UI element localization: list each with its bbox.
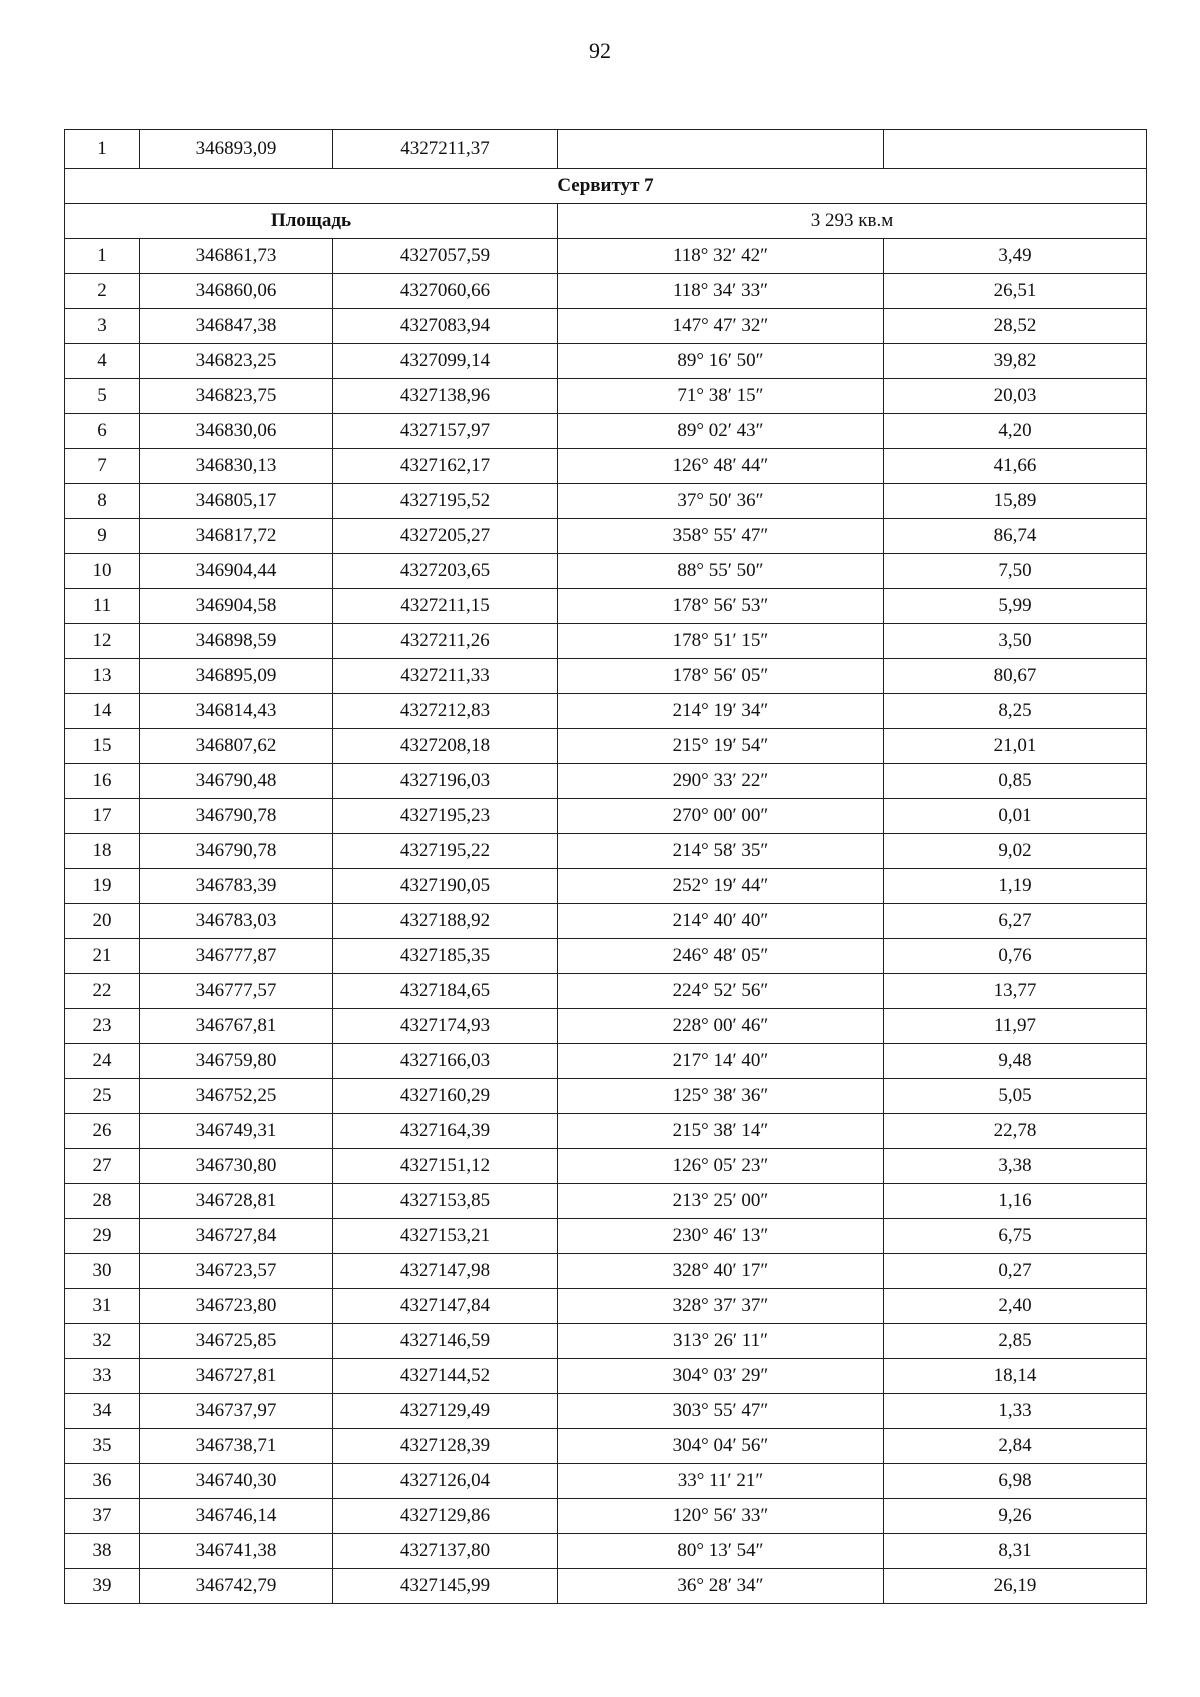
length-cell: 26,19 [884,1569,1147,1604]
x-coordinate-cell: 346895,09 [140,659,333,694]
direction-angle-cell: 125° 38′ 36″ [558,1079,884,1114]
length-cell: 22,78 [884,1114,1147,1149]
y-coordinate-cell: 4327195,23 [333,799,558,834]
y-coordinate-cell: 4327211,26 [333,624,558,659]
area-label: Площадь [65,204,558,239]
point-number-cell: 11 [65,589,140,624]
direction-angle-cell: 358° 55′ 47″ [558,519,884,554]
x-coordinate-cell: 346728,81 [140,1184,333,1219]
y-coordinate-cell: 4327185,35 [333,939,558,974]
point-number-cell: 10 [65,554,140,589]
direction-angle-cell: 224° 52′ 56″ [558,974,884,1009]
direction-angle-cell: 214° 19′ 34″ [558,694,884,729]
direction-angle-cell: 126° 48′ 44″ [558,449,884,484]
y-coordinate-cell: 4327147,84 [333,1289,558,1324]
length-cell: 9,48 [884,1044,1147,1079]
length-cell: 0,01 [884,799,1147,834]
length-cell: 0,76 [884,939,1147,974]
table-row [65,1569,1147,1604]
direction-angle-cell: 36° 28′ 34″ [558,1569,884,1604]
point-number-cell: 2 [65,274,140,309]
direction-angle-cell: 88° 55′ 50″ [558,554,884,589]
direction-angle-cell: 118° 32′ 42″ [558,239,884,274]
table-row [65,344,1147,379]
x-coordinate-cell: 346723,57 [140,1254,333,1289]
page-number: 92 [589,38,611,63]
y-coordinate-cell: 4327128,39 [333,1429,558,1464]
point-number-cell: 19 [65,869,140,904]
direction-angle-cell: 304° 04′ 56″ [558,1429,884,1464]
table-row [65,414,1147,449]
direction-angle-cell [558,130,884,169]
table-row [65,309,1147,344]
x-coordinate-cell: 346893,09 [140,130,333,169]
direction-angle-cell: 33° 11′ 21″ [558,1464,884,1499]
point-number-cell: 9 [65,519,140,554]
length-cell: 18,14 [884,1359,1147,1394]
x-coordinate-cell: 346783,03 [140,904,333,939]
y-coordinate-cell: 4327164,39 [333,1114,558,1149]
direction-angle-cell: 328° 37′ 37″ [558,1289,884,1324]
length-cell: 9,02 [884,834,1147,869]
x-coordinate-cell: 346807,62 [140,729,333,764]
y-coordinate-cell: 4327057,59 [333,239,558,274]
x-coordinate-cell: 346823,75 [140,379,333,414]
direction-angle-cell: 215° 19′ 54″ [558,729,884,764]
y-coordinate-cell: 4327129,49 [333,1394,558,1429]
x-coordinate-cell: 346860,06 [140,274,333,309]
table-row-lead [65,130,1147,169]
direction-angle-cell: 217° 14′ 40″ [558,1044,884,1079]
table-row [65,1149,1147,1184]
table-row [65,589,1147,624]
point-number-cell: 14 [65,694,140,729]
table-row [65,1254,1147,1289]
length-cell: 26,51 [884,274,1147,309]
direction-angle-cell: 270° 00′ 00″ [558,799,884,834]
direction-angle-cell: 228° 00′ 46″ [558,1009,884,1044]
point-number-cell: 35 [65,1429,140,1464]
table-row [65,1534,1147,1569]
direction-angle-cell: 178° 56′ 05″ [558,659,884,694]
x-coordinate-cell: 346783,39 [140,869,333,904]
point-number-cell: 15 [65,729,140,764]
length-cell: 5,99 [884,589,1147,624]
direction-angle-cell: 304° 03′ 29″ [558,1359,884,1394]
table-row [65,974,1147,1009]
direction-angle-cell: 246° 48′ 05″ [558,939,884,974]
point-number-cell: 18 [65,834,140,869]
x-coordinate-cell: 346746,14 [140,1499,333,1534]
x-coordinate-cell: 346740,30 [140,1464,333,1499]
length-cell: 6,75 [884,1219,1147,1254]
table-row [65,1324,1147,1359]
direction-angle-cell: 328° 40′ 17″ [558,1254,884,1289]
x-coordinate-cell: 346759,80 [140,1044,333,1079]
direction-angle-cell: 118° 34′ 33″ [558,274,884,309]
point-number-cell: 4 [65,344,140,379]
x-coordinate-cell: 346830,13 [140,449,333,484]
length-cell: 1,33 [884,1394,1147,1429]
table-row [65,729,1147,764]
direction-angle-cell: 120° 56′ 33″ [558,1499,884,1534]
y-coordinate-cell: 4327196,03 [333,764,558,799]
direction-angle-cell: 303° 55′ 47″ [558,1394,884,1429]
y-coordinate-cell: 4327166,03 [333,1044,558,1079]
point-number-cell: 36 [65,1464,140,1499]
direction-angle-cell: 80° 13′ 54″ [558,1534,884,1569]
x-coordinate-cell: 346805,17 [140,484,333,519]
y-coordinate-cell: 4327212,83 [333,694,558,729]
y-coordinate-cell: 4327126,04 [333,1464,558,1499]
table-row [65,764,1147,799]
x-coordinate-cell: 346777,57 [140,974,333,1009]
direction-angle-cell: 215° 38′ 14″ [558,1114,884,1149]
length-cell: 86,74 [884,519,1147,554]
point-number-cell: 21 [65,939,140,974]
direction-angle-cell: 147° 47′ 32″ [558,309,884,344]
y-coordinate-cell: 4327147,98 [333,1254,558,1289]
x-coordinate-cell: 346898,59 [140,624,333,659]
x-coordinate-cell: 346741,38 [140,1534,333,1569]
direction-angle-cell: 214° 58′ 35″ [558,834,884,869]
y-coordinate-cell: 4327157,97 [333,414,558,449]
point-number-cell: 7 [65,449,140,484]
area-row [65,204,1147,239]
table-row [65,694,1147,729]
area-value: 3 293 кв.м [558,204,1147,239]
x-coordinate-cell: 346725,85 [140,1324,333,1359]
y-coordinate-cell: 4327188,92 [333,904,558,939]
table-row [65,1359,1147,1394]
y-coordinate-cell: 4327160,29 [333,1079,558,1114]
direction-angle-cell: 37° 50′ 36″ [558,484,884,519]
y-coordinate-cell: 4327153,21 [333,1219,558,1254]
direction-angle-cell: 214° 40′ 40″ [558,904,884,939]
point-number-cell: 24 [65,1044,140,1079]
table-row [65,624,1147,659]
direction-angle-cell: 230° 46′ 13″ [558,1219,884,1254]
table-row [65,869,1147,904]
y-coordinate-cell: 4327211,37 [333,130,558,169]
length-cell: 2,85 [884,1324,1147,1359]
point-number-cell: 30 [65,1254,140,1289]
y-coordinate-cell: 4327060,66 [333,274,558,309]
x-coordinate-cell: 346727,81 [140,1359,333,1394]
direction-angle-cell: 71° 38′ 15″ [558,379,884,414]
y-coordinate-cell: 4327099,14 [333,344,558,379]
point-number-cell: 26 [65,1114,140,1149]
x-coordinate-cell: 346861,73 [140,239,333,274]
length-cell: 8,31 [884,1534,1147,1569]
table-row [65,939,1147,974]
point-number-cell: 1 [65,239,140,274]
length-cell: 11,97 [884,1009,1147,1044]
point-number-cell: 38 [65,1534,140,1569]
y-coordinate-cell: 4327203,65 [333,554,558,589]
point-number-cell: 33 [65,1359,140,1394]
point-number-cell: 31 [65,1289,140,1324]
x-coordinate-cell: 346730,80 [140,1149,333,1184]
x-coordinate-cell: 346790,78 [140,834,333,869]
table-row [65,1114,1147,1149]
length-cell: 6,98 [884,1464,1147,1499]
point-number-cell: 32 [65,1324,140,1359]
y-coordinate-cell: 4327211,33 [333,659,558,694]
y-coordinate-cell: 4327162,17 [333,449,558,484]
direction-angle-cell: 213° 25′ 00″ [558,1184,884,1219]
x-coordinate-cell: 346737,97 [140,1394,333,1429]
direction-angle-cell: 178° 51′ 15″ [558,624,884,659]
table-row [65,1394,1147,1429]
table-row [65,1044,1147,1079]
point-number-cell: 23 [65,1009,140,1044]
table-row [65,484,1147,519]
table-row [65,1184,1147,1219]
x-coordinate-cell: 346847,38 [140,309,333,344]
length-cell: 80,67 [884,659,1147,694]
length-cell: 0,27 [884,1254,1147,1289]
length-cell: 39,82 [884,344,1147,379]
x-coordinate-cell: 346790,78 [140,799,333,834]
section-title-row [65,169,1147,204]
direction-angle-cell: 89° 02′ 43″ [558,414,884,449]
y-coordinate-cell: 4327211,15 [333,589,558,624]
x-coordinate-cell: 346814,43 [140,694,333,729]
length-cell: 4,20 [884,414,1147,449]
y-coordinate-cell: 4327195,52 [333,484,558,519]
table-row [65,554,1147,589]
x-coordinate-cell: 346742,79 [140,1569,333,1604]
length-cell: 3,49 [884,239,1147,274]
y-coordinate-cell: 4327153,85 [333,1184,558,1219]
length-cell: 2,84 [884,1429,1147,1464]
length-cell: 8,25 [884,694,1147,729]
y-coordinate-cell: 4327146,59 [333,1324,558,1359]
table-row [65,659,1147,694]
x-coordinate-cell: 346904,58 [140,589,333,624]
length-cell: 15,89 [884,484,1147,519]
point-number-cell: 13 [65,659,140,694]
point-number-cell: 12 [65,624,140,659]
table-row [65,1429,1147,1464]
length-cell: 2,40 [884,1289,1147,1324]
x-coordinate-cell: 346767,81 [140,1009,333,1044]
point-number-cell: 37 [65,1499,140,1534]
direction-angle-cell: 313° 26′ 11″ [558,1324,884,1359]
table-row [65,1079,1147,1114]
table-row [65,519,1147,554]
point-number-cell: 34 [65,1394,140,1429]
length-cell [884,130,1147,169]
x-coordinate-cell: 346817,72 [140,519,333,554]
table-row [65,1219,1147,1254]
length-cell: 0,85 [884,764,1147,799]
y-coordinate-cell: 4327145,99 [333,1569,558,1604]
table-row [65,274,1147,309]
y-coordinate-cell: 4327205,27 [333,519,558,554]
point-number-cell: 5 [65,379,140,414]
table-row [65,449,1147,484]
point-number-cell: 22 [65,974,140,1009]
x-coordinate-cell: 346723,80 [140,1289,333,1324]
direction-angle-cell: 178° 56′ 53″ [558,589,884,624]
x-coordinate-cell: 346727,84 [140,1219,333,1254]
point-number-cell: 25 [65,1079,140,1114]
direction-angle-cell: 126° 05′ 23″ [558,1149,884,1184]
direction-angle-cell: 290° 33′ 22″ [558,764,884,799]
point-number-cell: 29 [65,1219,140,1254]
table-row [65,239,1147,274]
y-coordinate-cell: 4327144,52 [333,1359,558,1394]
y-coordinate-cell: 4327129,86 [333,1499,558,1534]
direction-angle-cell: 89° 16′ 50″ [558,344,884,379]
length-cell: 3,38 [884,1149,1147,1184]
x-coordinate-cell: 346752,25 [140,1079,333,1114]
point-number-cell: 1 [65,130,140,169]
length-cell: 3,50 [884,624,1147,659]
table-row [65,1289,1147,1324]
length-cell: 9,26 [884,1499,1147,1534]
point-number-cell: 39 [65,1569,140,1604]
table-row [65,834,1147,869]
point-number-cell: 16 [65,764,140,799]
x-coordinate-cell: 346823,25 [140,344,333,379]
length-cell: 41,66 [884,449,1147,484]
table-row [65,1464,1147,1499]
y-coordinate-cell: 4327151,12 [333,1149,558,1184]
length-cell: 1,19 [884,869,1147,904]
point-number-cell: 17 [65,799,140,834]
y-coordinate-cell: 4327184,65 [333,974,558,1009]
x-coordinate-cell: 346738,71 [140,1429,333,1464]
y-coordinate-cell: 4327208,18 [333,729,558,764]
length-cell: 5,05 [884,1079,1147,1114]
point-number-cell: 8 [65,484,140,519]
y-coordinate-cell: 4327083,94 [333,309,558,344]
y-coordinate-cell: 4327190,05 [333,869,558,904]
section-title: Сервитут 7 [65,169,1147,204]
point-number-cell: 6 [65,414,140,449]
x-coordinate-cell: 346904,44 [140,554,333,589]
length-cell: 7,50 [884,554,1147,589]
x-coordinate-cell: 346790,48 [140,764,333,799]
length-cell: 28,52 [884,309,1147,344]
point-number-cell: 20 [65,904,140,939]
table-row [65,799,1147,834]
x-coordinate-cell: 346749,31 [140,1114,333,1149]
y-coordinate-cell: 4327138,96 [333,379,558,414]
length-cell: 1,16 [884,1184,1147,1219]
x-coordinate-cell: 346777,87 [140,939,333,974]
length-cell: 6,27 [884,904,1147,939]
point-number-cell: 27 [65,1149,140,1184]
length-cell: 20,03 [884,379,1147,414]
table-row [65,379,1147,414]
length-cell: 21,01 [884,729,1147,764]
direction-angle-cell: 252° 19′ 44″ [558,869,884,904]
x-coordinate-cell: 346830,06 [140,414,333,449]
length-cell: 13,77 [884,974,1147,1009]
table-row [65,904,1147,939]
point-number-cell: 28 [65,1184,140,1219]
y-coordinate-cell: 4327195,22 [333,834,558,869]
table-row [65,1009,1147,1044]
y-coordinate-cell: 4327137,80 [333,1534,558,1569]
coordinates-table [64,129,1147,1604]
table-row [65,1499,1147,1534]
point-number-cell: 3 [65,309,140,344]
y-coordinate-cell: 4327174,93 [333,1009,558,1044]
